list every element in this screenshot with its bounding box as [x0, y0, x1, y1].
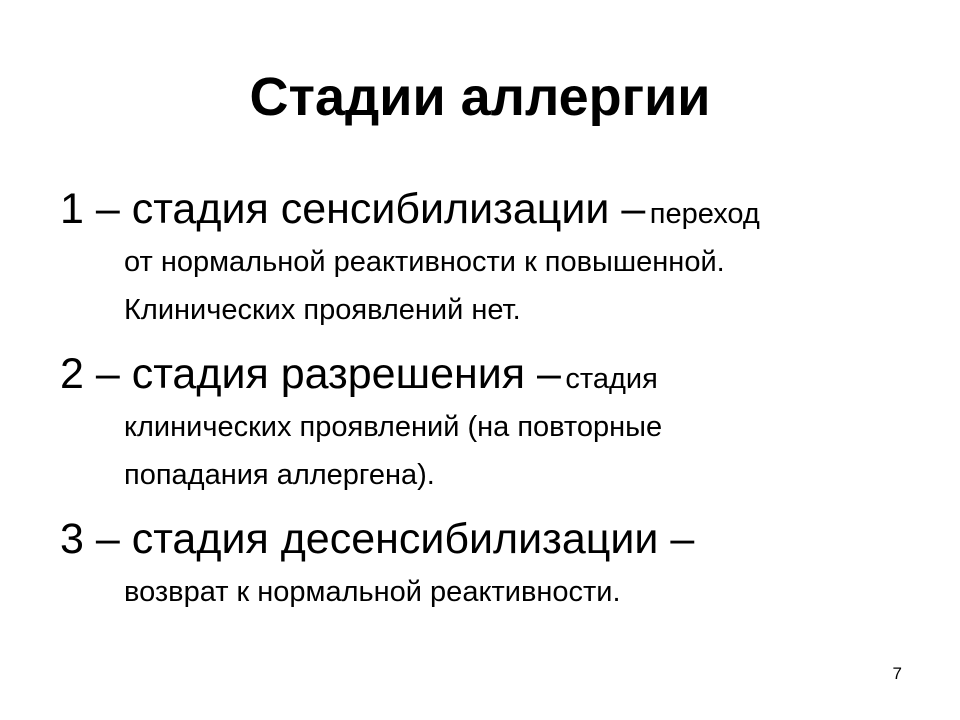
stage-3-heading: 3 – стадия десенсибилизации –: [60, 515, 695, 563]
slide-title: Стадии аллергии: [249, 67, 711, 127]
page-number: 7: [892, 664, 902, 683]
stage-2-description-start: стадия: [565, 363, 658, 395]
stage-2-description-line: попадания аллергена).: [124, 459, 435, 491]
stage-1-first-line: [60, 180, 940, 238]
stage-2: [60, 345, 940, 499]
stage-1-description-line: Клинических проявлений нет.: [124, 294, 521, 326]
stages-list: [60, 180, 940, 627]
stage-2-first-line: [60, 345, 940, 403]
stage-1: [60, 180, 940, 334]
stage-3: [60, 510, 940, 616]
stage-2-heading: 2 – стадия разрешения –: [60, 350, 561, 398]
stage-2-description-line: клинических проявлений (на повторные: [124, 411, 663, 443]
stage-1-heading: 1 – стадия сенсибилизации –: [60, 185, 646, 233]
stage-3-first-line: [60, 510, 940, 568]
stage-3-description-line: возврат к нормальной реактивности.: [124, 576, 621, 608]
stage-1-description-line: от нормальной реактивности к повышенной.: [124, 246, 725, 278]
stage-1-description-start: переход: [649, 198, 760, 230]
